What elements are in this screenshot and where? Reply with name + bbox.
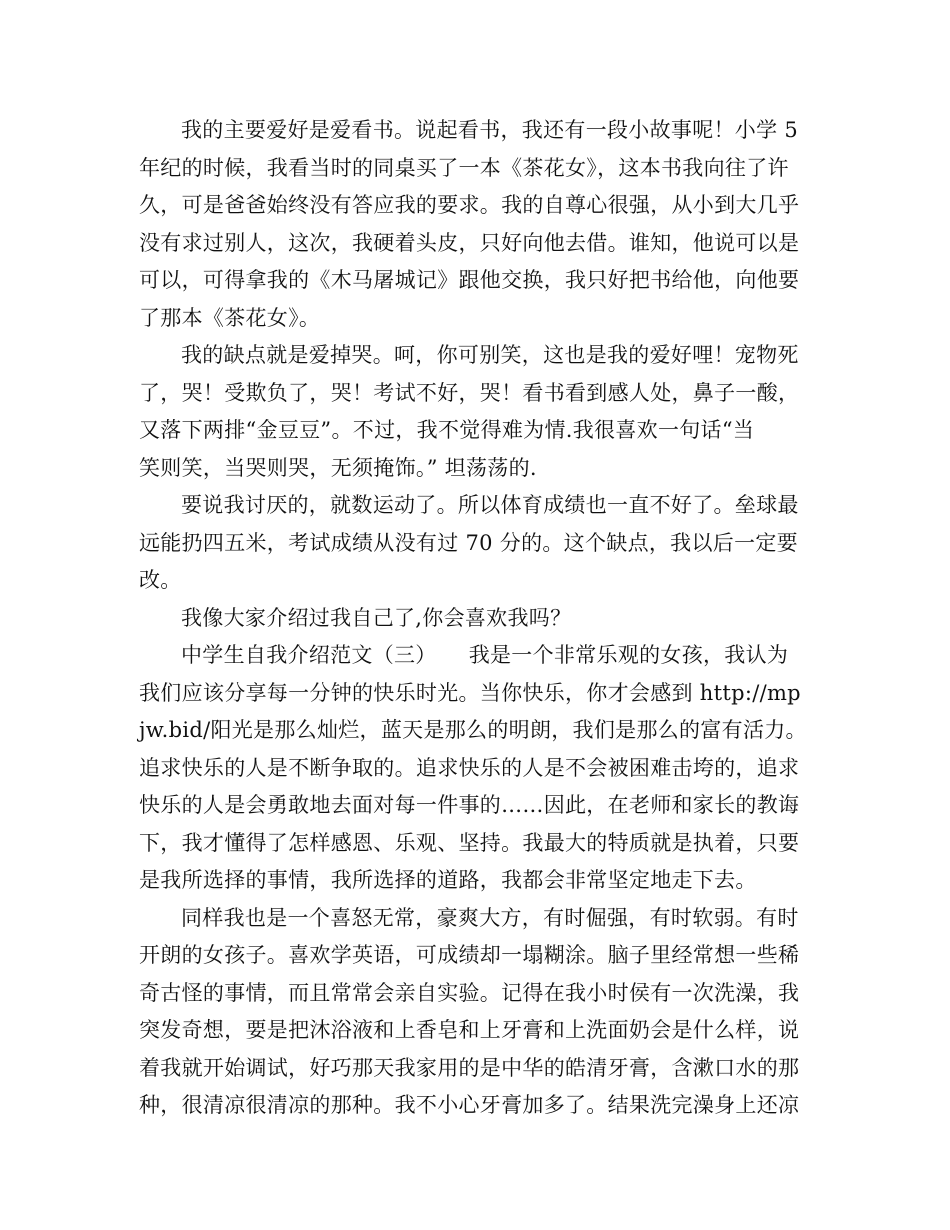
text-line: 我的缺点就是爱掉哭。呵，你可别笑，这也是我的爱好哩！宠物死 [181,343,799,367]
text-line: 没有求过别人，这次，我硬着头皮，只好向他去借。谁知，他说可以是 [139,230,800,255]
text-line: 下，我才懂得了怎样感恩、乐观、坚持。我最大的特质就是执着，只要 [139,830,800,855]
text-line: 了那本《茶花女》。 [139,305,321,330]
text-line: 追求快乐的人是不断争取的。追求快乐的人是不会被困难击垮的，追求 [139,755,800,780]
text-line: 奇古怪的事情，而且常常会亲自实验。记得在我小时侯有一次洗澡，我 [139,980,800,1005]
text-line: 了，哭！受欺负了，哭！考试不好，哭！看书看到感人处，鼻子一酸， [139,380,800,405]
text-line: jw.bid/阳光是那么灿烂，蓝天是那么的明朗，我们是那么的富有活力。 [139,718,807,742]
text-line: 笑则笑，当哭则哭，无须掩饰。” 坦荡荡的. [139,455,537,480]
text-line: 要说我讨厌的，就数运动了。所以体育成绩也一直不好了。垒球最 [181,493,799,517]
document-body [139,112,811,1125]
text-line: 是我所选择的事情，我所选择的道路，我都会非常坚定地走下去。 [139,868,757,892]
text-line: 中学生自我介绍范文（三） 我是一个非常乐观的女孩，我认为 [181,643,789,667]
text-line: 久，可是爸爸始终没有答应我的要求。我的自尊心很强，从小到大几乎 [139,193,800,217]
text-line: 我的主要爱好是爱看书。说起看书，我还有一段小故事呢！小学 5 [181,118,799,142]
text-line: 开朗的女孩子。喜欢学英语，可成绩却一塌糊涂。脑子里经常想一些稀 [139,943,800,967]
text-line: 可以，可得拿我的《木马屠城记》跟他交换，我只好把书给他，向他要 [139,268,800,292]
text-line: 同样我也是一个喜怒无常，豪爽大方，有时倔强，有时软弱。有时 [181,905,799,930]
text-line: 突发奇想，要是把沐浴液和上香皂和上牙膏和上洗面奶会是什么样，说 [139,1018,800,1042]
text-line: 远能扔四五米，考试成绩从没有过 70 分的。这个缺点，我以后一定要 [139,530,798,555]
text-line: 我像大家介绍过我自己了,你会喜欢我吗？ [181,605,572,630]
text-line: 改。 [139,568,182,592]
text-line: 着我就开始调试，好巧那天我家用的是中华的皓清牙膏，含漱口水的那 [139,1055,800,1080]
text-line: 年纪的时候，我看当时的同桌买了一本《茶花女》，这本书我向往了许 [139,155,789,180]
text-line: 我们应该分享每一分钟的快乐时光。当你快乐，你才会感到 http://mp [139,680,801,705]
text-line: 又落下两排“金豆豆”。不过，我不觉得难为情.我很喜欢一句话“当 [139,418,755,442]
text-line: 快乐的人是会勇敢地去面对每一件事的……因此，在老师和家长的教诲 [139,793,800,817]
text-line: 种，很清凉很清凉的那种。我不小心牙膏加多了。结果洗完澡身上还凉 [139,1093,800,1117]
